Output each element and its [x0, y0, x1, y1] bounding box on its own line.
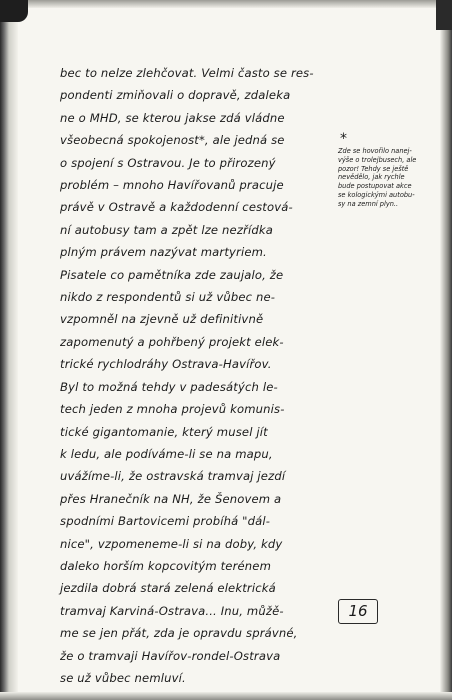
footnote-line: Zde se hovořilo nanej-	[338, 147, 412, 155]
body-line: spodními Bartovicemi probíhá "dál-	[60, 514, 271, 529]
page-top-left-corner	[0, 0, 28, 22]
footnote-asterisk: *	[340, 131, 347, 147]
page-top-right-corner	[436, 0, 452, 30]
body-line: problém – mnoho Havířovanů pracuje	[60, 178, 284, 193]
body-line: nice", vzpomeneme-li si na doby, kdy	[60, 536, 283, 551]
margin-footnote	[338, 133, 438, 209]
page-bottom-edge-shadow	[0, 692, 452, 700]
body-line: me se jen přát, zda je opravdu správné,	[60, 626, 298, 641]
body-line: ne o MHD, se kterou jakse zdá vládne	[60, 110, 285, 125]
body-line: tramvaj Karviná-Ostrava... Inu, můžě-	[60, 603, 284, 618]
body-line: nikdo z respondentů si už vůbec ne-	[60, 290, 276, 305]
page-number: 16	[338, 599, 378, 624]
page-right-edge-shadow	[440, 0, 452, 700]
body-line: se už vůbec nemluví.	[60, 670, 186, 685]
body-line: bec to nelze zlehčovat. Velmi často se res-	[60, 66, 314, 80]
body-line: Pisatele co pamětníka zde zaujalo, že	[60, 267, 284, 282]
body-line: tické gigantomanie, který musel jít	[60, 424, 268, 439]
body-line: o spojení s Ostravou. Je to přirozený	[60, 155, 276, 170]
body-line: všeobecná spokojenost*, ale jedná se	[60, 133, 285, 148]
body-line: Byl to možná tehdy v padesátých le-	[60, 379, 278, 394]
body-line: ní autobusy tam a zpět lze nezřídka	[60, 222, 273, 237]
body-line: že o tramvaji Havířov-rondel-Ostrava	[60, 648, 281, 663]
footnote-line: pozor! Tehdy se ještě	[338, 164, 409, 173]
footnote-line: nevědělo, jak rychle	[338, 173, 405, 182]
footnote-text	[338, 147, 438, 209]
page-left-edge-shadow	[0, 0, 18, 700]
footnote-line: bude postupovat akce	[338, 182, 412, 191]
body-line: daleko horším kopcovitým terénem	[60, 558, 272, 573]
body-line: vzpomněl na zjevně už definitivně	[60, 312, 264, 327]
footnote-line: se kologickými autobu-	[338, 190, 415, 199]
body-line: uvážíme-li, že ostravská tramvaj jezdí	[60, 469, 286, 484]
footnote-line: výše o trolejbusech, ale	[338, 155, 417, 164]
handwritten-body-text	[60, 62, 330, 689]
page-top-edge-shadow	[0, 0, 452, 8]
footnote-line: sy na zemní plyn..	[338, 199, 399, 208]
body-line: zapomenutý a pohřbený projekt elek-	[60, 334, 284, 349]
body-line: plným právem nazývat martyriem.	[60, 245, 267, 260]
body-line: pondenti zmiňovali o dopravě, zdaleka	[60, 88, 291, 103]
body-line: tech jeden z mnoha projevů komunis-	[60, 402, 285, 417]
body-line: jezdila dobrá stará zelená elektrická	[60, 581, 276, 596]
body-line: trické rychlodráhy Ostrava-Havířov.	[60, 357, 272, 372]
body-line: přes Hranečník na NH, že Šenovem a	[60, 491, 282, 506]
body-line: k ledu, ale podíváme-li se na mapu,	[60, 446, 273, 461]
body-line: právě v Ostravě a každodenní cestová-	[60, 200, 293, 215]
